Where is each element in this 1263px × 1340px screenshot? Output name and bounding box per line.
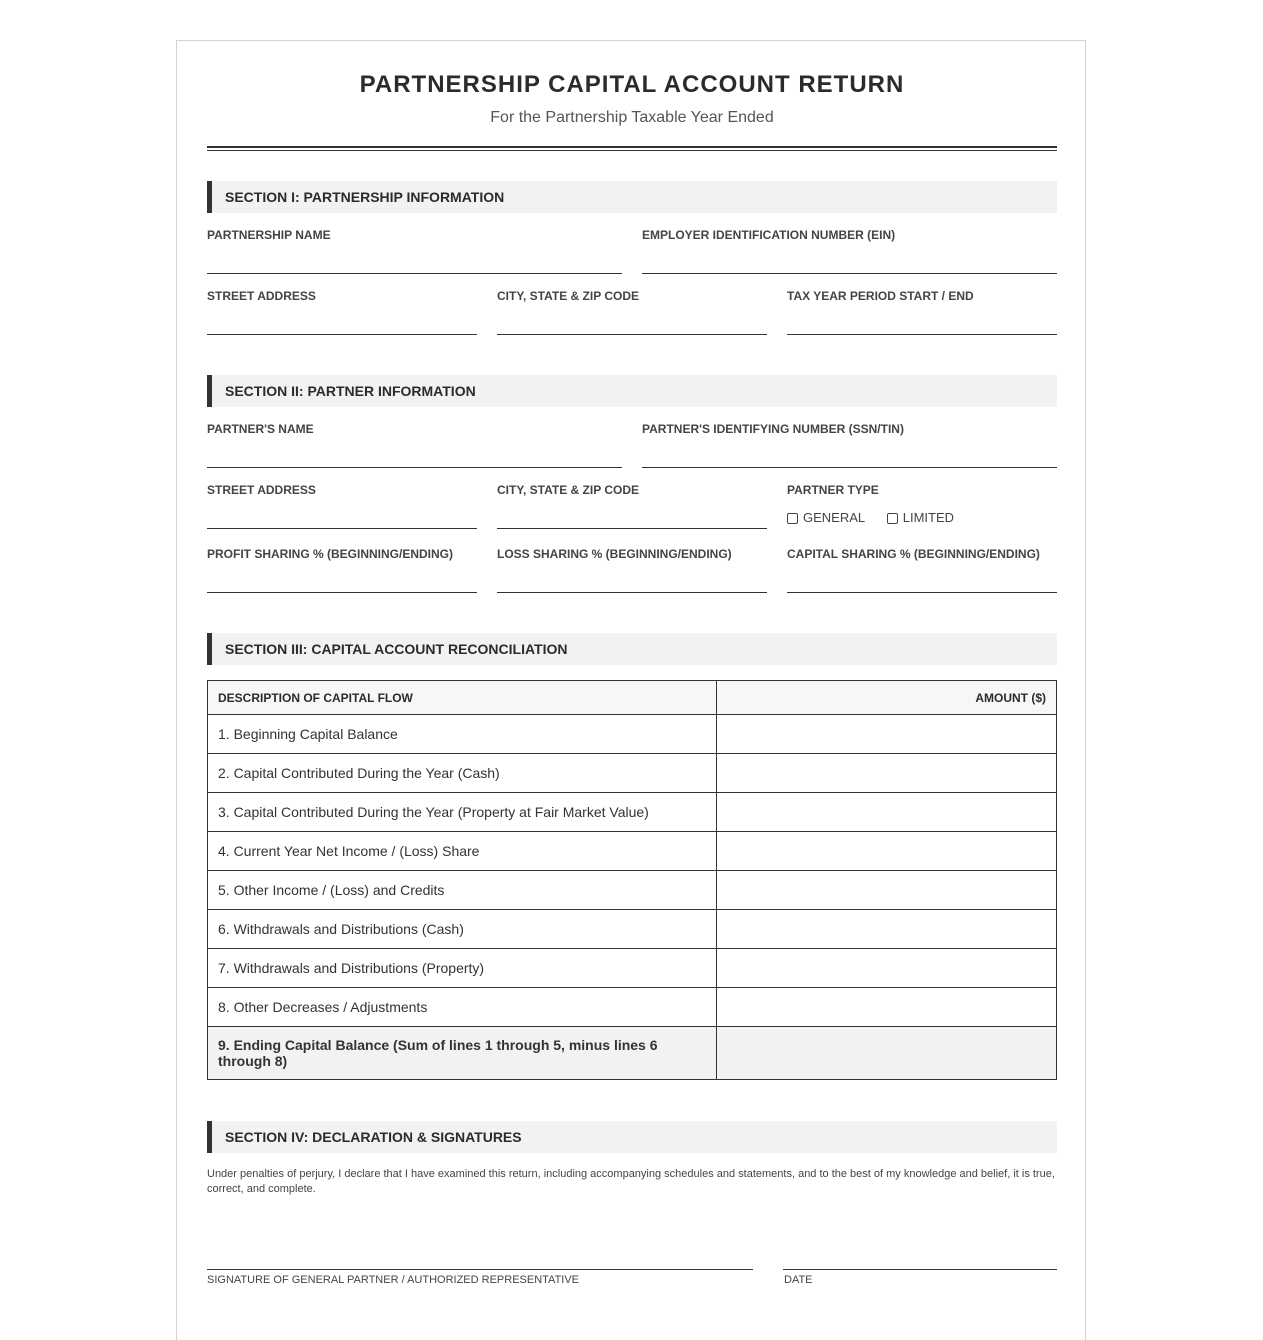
header-divider xyxy=(207,146,1057,151)
amount-column-header: AMOUNT ($) xyxy=(717,681,1057,715)
tax-year-label: TAX YEAR PERIOD START / END xyxy=(787,289,974,303)
table-row xyxy=(208,754,1057,793)
loss-sharing-field[interactable] xyxy=(497,547,767,593)
amount-input[interactable] xyxy=(717,832,1057,871)
partnership-street-label: STREET ADDRESS xyxy=(207,289,316,303)
date-label: DATE xyxy=(784,1274,813,1286)
capital-sharing-field[interactable] xyxy=(787,547,1057,593)
table-header-row xyxy=(208,681,1057,715)
loss-sharing-label: LOSS SHARING % (BEGINNING/ENDING) xyxy=(497,547,732,561)
partner-street-field[interactable] xyxy=(207,483,477,529)
section-4-heading: SECTION IV: DECLARATION & SIGNATURES xyxy=(207,1121,1057,1153)
section-1-heading: SECTION I: PARTNERSHIP INFORMATION xyxy=(207,181,1057,213)
partnership-street-field[interactable] xyxy=(207,289,477,335)
partner-id-input[interactable] xyxy=(642,444,1057,468)
capital-sharing-label: CAPITAL SHARING % (BEGINNING/ENDING) xyxy=(787,547,1040,561)
tax-year-input[interactable] xyxy=(787,311,1057,335)
row-description: 7. Withdrawals and Distributions (Property) xyxy=(208,949,717,988)
signature-line[interactable] xyxy=(207,1268,753,1270)
total-row xyxy=(208,1027,1057,1080)
partner-city-label: CITY, STATE & ZIP CODE xyxy=(497,483,640,497)
limited-checkbox[interactable] xyxy=(887,513,898,524)
tax-year-field[interactable] xyxy=(787,289,1057,335)
table-row xyxy=(208,715,1057,754)
partner-city-field[interactable] xyxy=(497,483,767,529)
partner-id-field[interactable] xyxy=(642,422,1057,468)
total-row-description: 9. Ending Capital Balance (Sum of lines 1 through 5, minus lines 6 through 8) xyxy=(208,1027,717,1080)
declaration-text: Under penalties of perjury, I declare that I have examined this return, including accompanying schedules and statements, and to the best of my knowledge and belief, it is true, correct, and complete. xyxy=(207,1168,1055,1195)
general-option[interactable] xyxy=(787,510,865,525)
table-row xyxy=(208,910,1057,949)
partner-name-input[interactable] xyxy=(207,444,622,468)
amount-input[interactable] xyxy=(717,988,1057,1027)
page-title: PARTNERSHIP CAPITAL ACCOUNT RETURN xyxy=(359,71,905,98)
amount-input[interactable] xyxy=(717,949,1057,988)
table-row xyxy=(208,871,1057,910)
partner-type-field xyxy=(787,483,1057,529)
row-description: 5. Other Income / (Loss) and Credits xyxy=(208,871,717,910)
capital-sharing-input[interactable] xyxy=(787,569,1057,593)
description-column-header: DESCRIPTION OF CAPITAL FLOW xyxy=(208,681,717,715)
partnership-city-label: CITY, STATE & ZIP CODE xyxy=(497,289,640,303)
partner-name-label: PARTNER'S NAME xyxy=(207,422,314,436)
general-option-label: GENERAL xyxy=(803,510,866,525)
row-description: 6. Withdrawals and Distributions (Cash) xyxy=(208,910,717,949)
row-description: 1. Beginning Capital Balance xyxy=(208,715,717,754)
table-row xyxy=(208,949,1057,988)
section-3-heading: SECTION III: CAPITAL ACCOUNT RECONCILIATION xyxy=(207,633,1057,665)
signature-label: SIGNATURE OF GENERAL PARTNER / AUTHORIZED REPRESENTATIVE xyxy=(207,1274,580,1286)
general-checkbox[interactable] xyxy=(787,513,798,524)
limited-option-label: LIMITED xyxy=(902,510,955,525)
amount-input[interactable] xyxy=(717,715,1057,754)
ein-label: EMPLOYER IDENTIFICATION NUMBER (EIN) xyxy=(642,228,896,242)
limited-option[interactable] xyxy=(887,510,954,525)
date-line[interactable] xyxy=(783,1268,1057,1270)
ein-input[interactable] xyxy=(642,250,1057,274)
partner-id-label: PARTNER'S IDENTIFYING NUMBER (SSN/TIN) xyxy=(642,422,904,436)
amount-input[interactable] xyxy=(717,910,1057,949)
profit-sharing-input[interactable] xyxy=(207,569,477,593)
section-2-heading: SECTION II: PARTNER INFORMATION xyxy=(207,375,1057,407)
loss-sharing-input[interactable] xyxy=(497,569,767,593)
row-description: 2. Capital Contributed During the Year (Cash) xyxy=(208,754,717,793)
row-description: 4. Current Year Net Income / (Loss) Share xyxy=(208,832,717,871)
partner-city-input[interactable] xyxy=(497,505,767,529)
ein-field[interactable] xyxy=(642,228,1057,274)
row-description: 3. Capital Contributed During the Year (Property at Fair Market Value) xyxy=(208,793,717,832)
partner-street-input[interactable] xyxy=(207,505,477,529)
partner-type-label: PARTNER TYPE xyxy=(787,483,879,497)
amount-input[interactable] xyxy=(717,793,1057,832)
table-row xyxy=(208,988,1057,1027)
amount-input[interactable] xyxy=(717,754,1057,793)
table-row xyxy=(208,832,1057,871)
profit-sharing-field[interactable] xyxy=(207,547,477,593)
partnership-name-field[interactable] xyxy=(207,228,622,274)
total-amount-input[interactable] xyxy=(717,1027,1057,1080)
row-description: 8. Other Decreases / Adjustments xyxy=(208,988,717,1027)
partner-street-label: STREET ADDRESS xyxy=(207,483,316,497)
form-sheet xyxy=(176,40,1086,1340)
partnership-street-input[interactable] xyxy=(207,311,477,335)
page-subtitle: For the Partnership Taxable Year Ended xyxy=(490,109,774,126)
partnership-name-input[interactable] xyxy=(207,250,622,274)
partnership-city-input[interactable] xyxy=(497,311,767,335)
table-row xyxy=(208,793,1057,832)
partnership-name-label: PARTNERSHIP NAME xyxy=(207,228,331,242)
capital-reconciliation-table xyxy=(207,680,1057,1080)
partner-name-field[interactable] xyxy=(207,422,622,468)
profit-sharing-label: PROFIT SHARING % (BEGINNING/ENDING) xyxy=(207,547,454,561)
amount-input[interactable] xyxy=(717,871,1057,910)
partnership-city-field[interactable] xyxy=(497,289,767,335)
partner-type-options xyxy=(787,510,972,525)
